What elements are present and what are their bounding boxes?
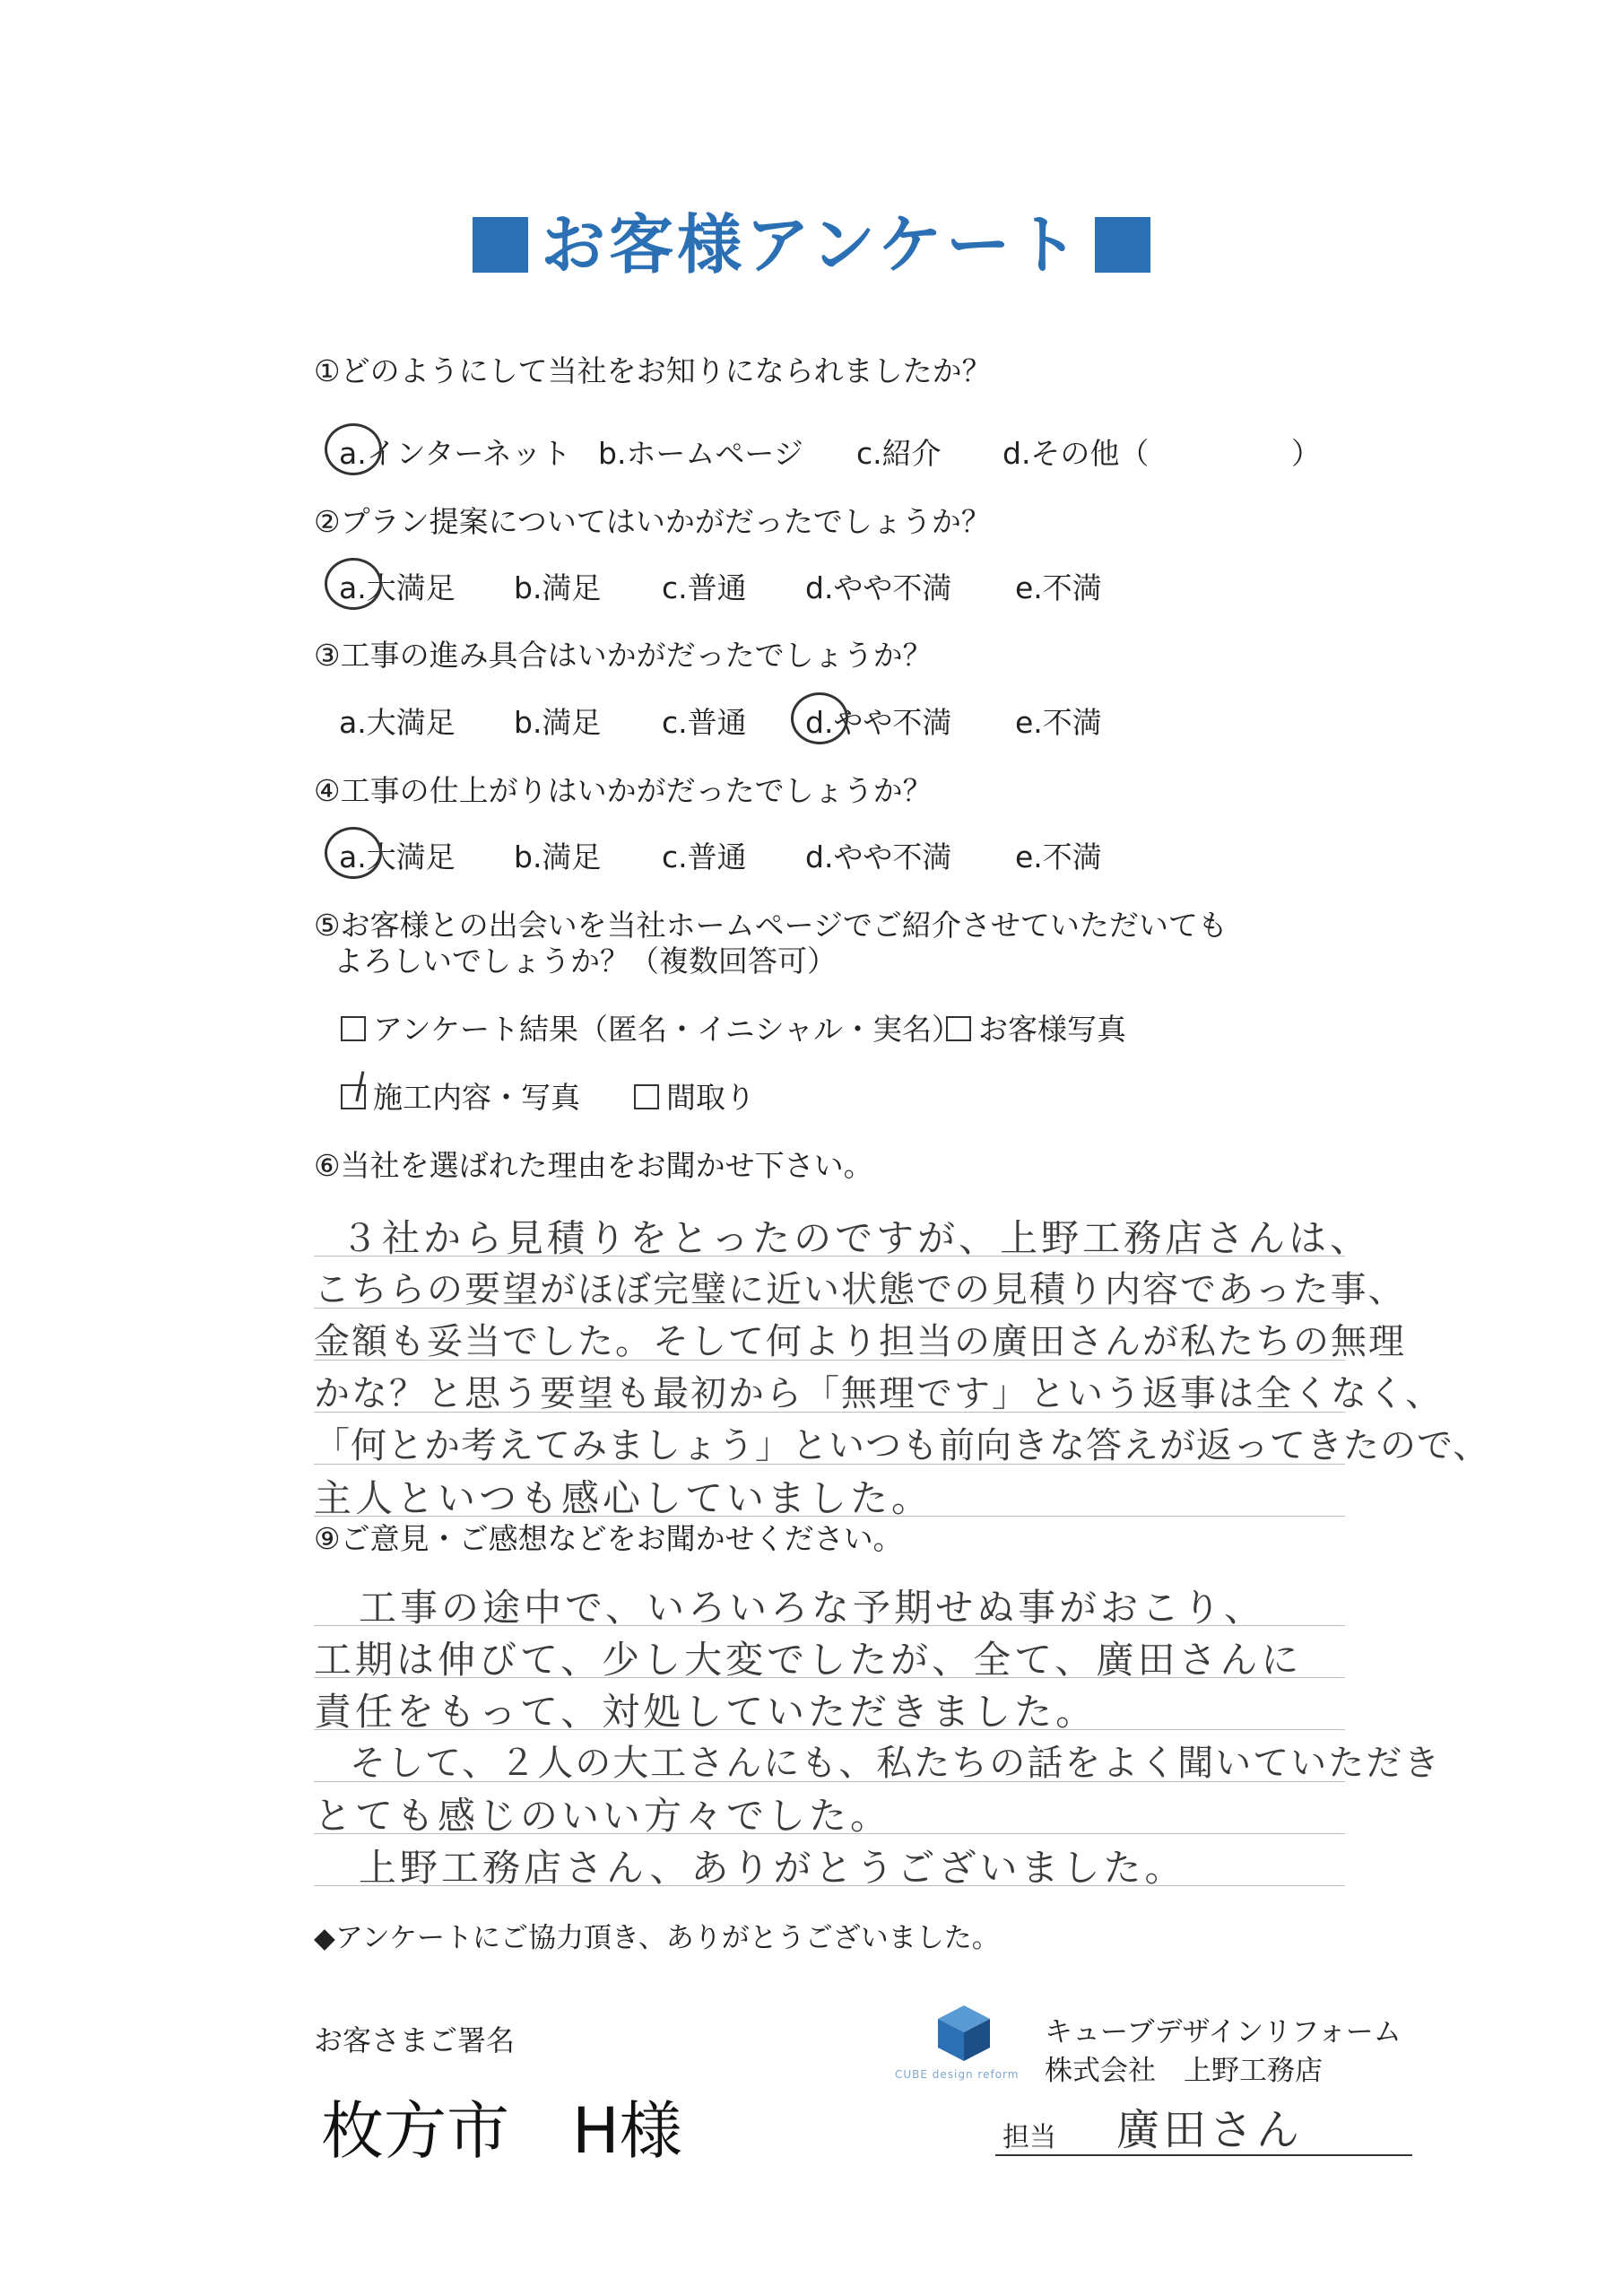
page-title bbox=[0, 193, 1623, 286]
q1-option-d-close: ） bbox=[1291, 436, 1321, 471]
handwritten-line: 主人といつも感心していました。 bbox=[314, 1476, 933, 1520]
handwritten-line: 上野工務店さん、ありがとうございました。 bbox=[359, 1846, 1186, 1890]
q4-option-a[interactable]: a.大満足 bbox=[339, 834, 456, 876]
q4-option-d[interactable]: d.やや不満 bbox=[805, 839, 952, 874]
handwritten-line: 責任をもって、対処していただきました。 bbox=[314, 1690, 1098, 1734]
handwritten-line: 工期は伸びて、少し大変でしたが、全て、廣田さんに bbox=[314, 1638, 1303, 1682]
selected-circle bbox=[325, 827, 382, 879]
q2-option-c[interactable]: c.普通 bbox=[662, 570, 747, 605]
staff-underline bbox=[995, 2154, 1412, 2156]
q5-checkbox-customer-photo[interactable]: お客様写真 bbox=[946, 1006, 1126, 1048]
question-5-line2: よろしいでしょうか？（複数回答可） bbox=[334, 944, 837, 978]
q2-option-e[interactable]: e.不満 bbox=[1015, 570, 1102, 605]
q1-option-b[interactable]: b.ホームページ bbox=[598, 436, 803, 471]
selected-circle bbox=[791, 692, 848, 744]
logo-text: CUBE design reform bbox=[895, 2068, 1020, 2081]
question-4: ④工事の仕上がりはいかがだったでしょうか？ bbox=[314, 773, 933, 808]
q1-option-c[interactable]: c.紹介 bbox=[856, 436, 942, 471]
q3-option-b[interactable]: b.満足 bbox=[514, 705, 602, 740]
q3-option-c[interactable]: c.普通 bbox=[662, 705, 747, 740]
handwritten-line: ３社から見積りをとったのですが、上野工務店さんは、 bbox=[341, 1216, 1372, 1260]
q3-option-a[interactable]: a.大満足 bbox=[339, 705, 456, 740]
staff-name: 廣田さん bbox=[1116, 2105, 1304, 2155]
selected-circle bbox=[325, 558, 382, 610]
title-square-left bbox=[473, 217, 528, 273]
q2-option-b[interactable]: b.満足 bbox=[514, 570, 602, 605]
checkbox-icon bbox=[341, 1016, 366, 1041]
q2-option-a[interactable]: a.大満足 bbox=[339, 565, 456, 607]
q5-checkbox-floor-plan[interactable]: 間取り bbox=[634, 1074, 755, 1117]
cube-logo-icon bbox=[933, 2002, 995, 2065]
q4-option-b[interactable]: b.満足 bbox=[514, 839, 602, 874]
q1-option-a[interactable]: a.インターネット bbox=[339, 430, 571, 473]
company-name: 株式会社 上野工務店 bbox=[1045, 2055, 1323, 2087]
signature-label: お客さまご署名 bbox=[314, 2023, 516, 2057]
question-6: ⑥当社を選ばれた理由をお聞かせ下さい。 bbox=[314, 1148, 873, 1183]
question-9: ⑨ご意見・ご感想などをお聞かせください。 bbox=[314, 1521, 903, 1556]
handwritten-line: 工事の途中で、いろいろな予期せぬ事がおこり、 bbox=[359, 1586, 1266, 1630]
handwritten-line: 金額も妥当でした。そして何より担当の廣田さんが私たちの無理 bbox=[314, 1321, 1406, 1362]
question-1: ①どのようにして当社をお知りになられましたか？ bbox=[314, 353, 992, 388]
company-brand: キューブデザインリフォーム bbox=[1045, 2016, 1402, 2048]
question-3: ③工事の進み具合はいかがだったでしょうか？ bbox=[314, 638, 933, 673]
checkbox-icon bbox=[946, 1016, 971, 1041]
signature-name: 枚方市 H様 bbox=[321, 2094, 682, 2168]
q4-option-e[interactable]: e.不満 bbox=[1015, 839, 1102, 874]
title-square-right bbox=[1095, 217, 1150, 273]
q1-option-d[interactable]: d.その他（ bbox=[1002, 436, 1150, 471]
checkbox-checked-icon bbox=[341, 1084, 366, 1109]
handwritten-line: こちらの要望がほぼ完璧に近い状態での見積り内容であった事、 bbox=[314, 1269, 1406, 1310]
check-mark-icon bbox=[345, 1069, 365, 1101]
thanks-message: ◆アンケートにご協力頂き、ありがとうございました。 bbox=[314, 1922, 1000, 1954]
company-logo bbox=[933, 2002, 995, 2068]
q5-checkbox-survey-result[interactable]: アンケート結果（匿名・イニシャル・実名） bbox=[341, 1006, 961, 1048]
handwritten-line: かな？と思う要望も最初から「無理です」という返事は全くなく、 bbox=[314, 1373, 1444, 1414]
staff-label: 担当 bbox=[1002, 2122, 1056, 2153]
title-text: お客様アンケート bbox=[541, 207, 1082, 283]
question-2: ②プラン提案についてはいかがだったでしょうか？ bbox=[314, 504, 991, 539]
q2-option-d[interactable]: d.やや不満 bbox=[805, 570, 952, 605]
handwritten-line: 「何とか考えてみましょう」といつも前向きな答えが返ってきたので、 bbox=[314, 1425, 1490, 1466]
q3-option-e[interactable]: e.不満 bbox=[1015, 705, 1102, 740]
q3-option-d[interactable]: d.やや不満 bbox=[805, 700, 951, 742]
checkbox-icon bbox=[634, 1084, 659, 1109]
handwritten-line: とても感じのいい方々でした。 bbox=[314, 1794, 892, 1838]
q5-checkbox-construction-photo[interactable]: 施工内容・写真 bbox=[341, 1074, 580, 1117]
question-5-line1: ⑤お客様との出会いを当社ホームページでご紹介させていただいても bbox=[314, 908, 1228, 943]
selected-circle bbox=[325, 423, 382, 475]
handwritten-line: そして、２人の大工さんにも、私たちの話をよく聞いていただき bbox=[350, 1743, 1442, 1784]
q4-option-c[interactable]: c.普通 bbox=[662, 839, 747, 874]
